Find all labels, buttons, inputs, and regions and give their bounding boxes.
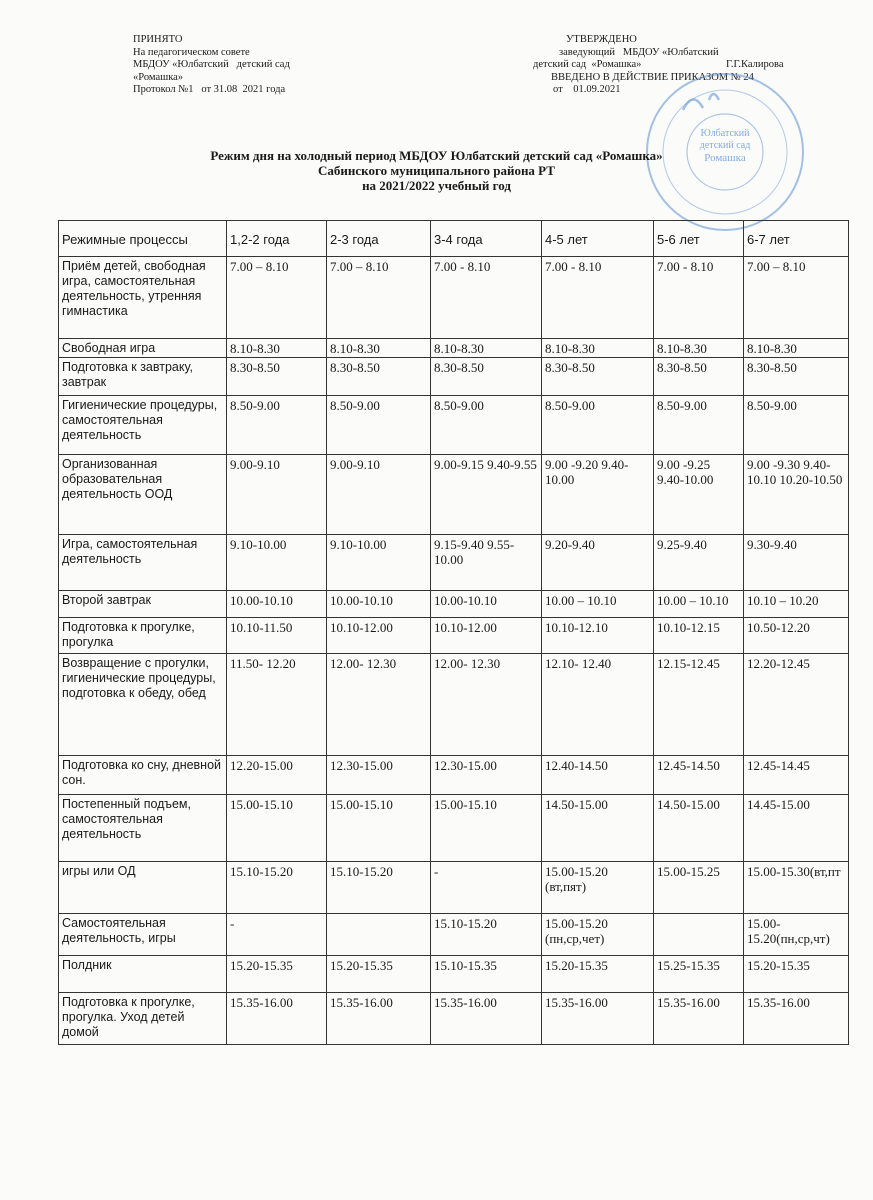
time-cell: 12.20-12.45 xyxy=(744,654,849,756)
time-cell: 8.30-8.50 xyxy=(542,358,654,396)
time-cell: 8.10-8.30 xyxy=(431,339,542,358)
time-cell: 10.10-12.00 xyxy=(327,618,431,654)
time-cell: 9.00-9.15 9.40-9.55 xyxy=(431,455,542,535)
process-cell: Постепенный подъем, самостоятельная деятельность xyxy=(59,795,227,862)
stamp-text-3: Ромашка xyxy=(704,152,746,164)
column-header-age: 6-7 лет xyxy=(744,221,849,257)
signature-name: Г.Г.Калирова xyxy=(726,59,784,71)
title-line-1: Режим дня на холодный период МБДОУ Юлбатский детский сад «Ромашка» xyxy=(210,148,663,163)
time-cell xyxy=(654,914,744,956)
column-header-age: 3-4 года xyxy=(431,221,542,257)
time-cell: 10.10-12.00 xyxy=(431,618,542,654)
time-cell: 12.30-15.00 xyxy=(327,756,431,795)
document-title xyxy=(0,148,873,193)
time-cell: - xyxy=(431,862,542,914)
process-cell: Подготовка ко сну, дневной сон. xyxy=(59,756,227,795)
council-line: На педагогическом совете xyxy=(133,46,250,58)
time-cell: 15.00-15.10 xyxy=(227,795,327,862)
table-row xyxy=(59,339,849,358)
column-header-age: 1,2-2 года xyxy=(227,221,327,257)
time-cell: 10.00-10.10 xyxy=(227,591,327,618)
time-cell: 8.30-8.50 xyxy=(654,358,744,396)
table-row xyxy=(59,396,849,455)
time-cell xyxy=(327,914,431,956)
time-cell: 15.00-15.10 xyxy=(327,795,431,862)
time-cell: 9.00 -9.30 9.40-10.10 10.20-10.50 xyxy=(744,455,849,535)
time-cell: 10.00-10.10 xyxy=(327,591,431,618)
org-name-line: «Ромашка» xyxy=(133,71,184,83)
header-left-approval xyxy=(133,34,290,97)
time-cell: 15.35-16.00 xyxy=(227,993,327,1045)
time-cell: 9.00-9.10 xyxy=(227,455,327,535)
time-cell: 9.10-10.00 xyxy=(227,535,327,591)
time-cell: 10.10-12.10 xyxy=(542,618,654,654)
column-header-age: 4-5 лет xyxy=(542,221,654,257)
time-cell: 11.50- 12.20 xyxy=(227,654,327,756)
time-cell: 8.50-9.00 xyxy=(327,396,431,455)
table-row xyxy=(59,862,849,914)
time-cell: 15.00-15.30(вт,пт xyxy=(744,862,849,914)
time-cell: 15.20-15.35 xyxy=(744,956,849,993)
time-cell: 9.00-9.10 xyxy=(327,455,431,535)
time-cell: 10.10-12.15 xyxy=(654,618,744,654)
time-cell: 15.25-15.35 xyxy=(654,956,744,993)
time-cell: 8.10-8.30 xyxy=(227,339,327,358)
protocol-line: Протокол №1 от 31.08 2021 года xyxy=(133,84,286,96)
process-cell: игры или ОД xyxy=(59,862,227,914)
table-header-row xyxy=(59,221,849,257)
time-cell: 9.00 -9.25 9.40-10.00 xyxy=(654,455,744,535)
time-cell: 8.30-8.50 xyxy=(327,358,431,396)
time-cell: 12.20-15.00 xyxy=(227,756,327,795)
time-cell: 9.10-10.00 xyxy=(327,535,431,591)
time-cell: 8.50-9.00 xyxy=(542,396,654,455)
table-row xyxy=(59,591,849,618)
time-cell: 15.35-16.00 xyxy=(431,993,542,1045)
time-cell: 8.50-9.00 xyxy=(431,396,542,455)
title-line-2: Сабинского муниципального района РТ xyxy=(318,163,555,178)
time-cell: 8.50-9.00 xyxy=(227,396,327,455)
time-cell: 12.45-14.50 xyxy=(654,756,744,795)
table-row xyxy=(59,795,849,862)
process-cell: Игра, самостоятельная деятельность xyxy=(59,535,227,591)
table-row xyxy=(59,993,849,1045)
table-row xyxy=(59,654,849,756)
time-cell: 15.00-15.20 (вт,пят) xyxy=(542,862,654,914)
time-cell: 9.15-9.40 9.55-10.00 xyxy=(431,535,542,591)
table-row xyxy=(59,914,849,956)
time-cell: 12.15-12.45 xyxy=(654,654,744,756)
table-row xyxy=(59,618,849,654)
column-header-age: 2-3 года xyxy=(327,221,431,257)
title-line-3: на 2021/2022 учебный год xyxy=(362,178,511,193)
column-header-process: Режимные процессы xyxy=(59,221,227,257)
time-cell: 10.00 – 10.10 xyxy=(542,591,654,618)
process-cell: Гигиенические процедуры, самостоятельная деятельность xyxy=(59,396,227,455)
head-position-line: заведующий МБДОУ «Юлбатский xyxy=(559,46,719,58)
stamp-text-2: детский сад xyxy=(699,140,751,151)
time-cell: 15.10-15.20 xyxy=(227,862,327,914)
column-header-age: 5-6 лет xyxy=(654,221,744,257)
time-cell: 15.10-15.20 xyxy=(327,862,431,914)
process-cell: Свободная игра xyxy=(59,339,227,358)
table-row xyxy=(59,956,849,993)
process-cell: Подготовка к прогулке, прогулка. Уход детей домой xyxy=(59,993,227,1045)
time-cell: 8.10-8.30 xyxy=(327,339,431,358)
time-cell: 15.35-16.00 xyxy=(327,993,431,1045)
time-cell: 15.00-15.25 xyxy=(654,862,744,914)
time-cell: - xyxy=(227,914,327,956)
time-cell: 8.30-8.50 xyxy=(431,358,542,396)
time-cell: 15.00-15.10 xyxy=(431,795,542,862)
time-cell: 9.00 -9.20 9.40-10.00 xyxy=(542,455,654,535)
time-cell: 15.10-15.20 xyxy=(431,914,542,956)
time-cell: 12.00- 12.30 xyxy=(327,654,431,756)
time-cell: 12.40-14.50 xyxy=(542,756,654,795)
time-cell: 15.20-15.35 xyxy=(327,956,431,993)
time-cell: 15.00-15.20(пн,ср,чт) xyxy=(744,914,849,956)
process-cell: Организованная образовательная деятельность ООД xyxy=(59,455,227,535)
time-cell: 7.00 - 8.10 xyxy=(431,257,542,339)
time-cell: 15.10-15.35 xyxy=(431,956,542,993)
time-cell: 12.30-15.00 xyxy=(431,756,542,795)
time-cell: 15.35-16.00 xyxy=(744,993,849,1045)
process-cell: Возвращение с прогулки, гигиенические процедуры, подготовка к обеду, обед xyxy=(59,654,227,756)
process-cell: Приём детей, свободная игра, самостоятельная деятельность, утренняя гимнастика xyxy=(59,257,227,339)
time-cell: 15.35-16.00 xyxy=(654,993,744,1045)
time-cell: 8.10-8.30 xyxy=(744,339,849,358)
time-cell: 7.00 - 8.10 xyxy=(654,257,744,339)
process-cell: Подготовка к завтраку, завтрак xyxy=(59,358,227,396)
approved-label: ПРИНЯТО xyxy=(133,34,183,45)
process-cell: Самостоятельная деятельность, игры xyxy=(59,914,227,956)
time-cell: 8.10-8.30 xyxy=(654,339,744,358)
schedule-table xyxy=(58,220,849,1045)
time-cell: 7.00 – 8.10 xyxy=(227,257,327,339)
table-row xyxy=(59,535,849,591)
time-cell: 15.20-15.35 xyxy=(227,956,327,993)
table-row xyxy=(59,358,849,396)
time-cell: 15.00-15.20 (пн,ср,чет) xyxy=(542,914,654,956)
time-cell: 8.30-8.50 xyxy=(227,358,327,396)
time-cell: 10.10 – 10.20 xyxy=(744,591,849,618)
time-cell: 12.00- 12.30 xyxy=(431,654,542,756)
time-cell: 15.20-15.35 xyxy=(542,956,654,993)
time-cell: 14.45-15.00 xyxy=(744,795,849,862)
org-line: МБДОУ «Юлбатский детский сад xyxy=(133,59,290,71)
table-row xyxy=(59,257,849,339)
process-cell: Подготовка к прогулке, прогулка xyxy=(59,618,227,654)
time-cell: 7.00 - 8.10 xyxy=(542,257,654,339)
time-cell: 8.50-9.00 xyxy=(654,396,744,455)
time-cell: 9.30-9.40 xyxy=(744,535,849,591)
time-cell: 15.35-16.00 xyxy=(542,993,654,1045)
order-date-line: от 01.09.2021 xyxy=(553,84,621,96)
order-line: ВВЕДЕНО В ДЕЙСТВИЕ ПРИКАЗОМ № 24 xyxy=(551,71,754,83)
time-cell: 7.00 – 8.10 xyxy=(744,257,849,339)
time-cell: 12.45-14.45 xyxy=(744,756,849,795)
time-cell: 10.10-11.50 xyxy=(227,618,327,654)
time-cell: 14.50-15.00 xyxy=(542,795,654,862)
process-cell: Полдник xyxy=(59,956,227,993)
time-cell: 7.00 – 8.10 xyxy=(327,257,431,339)
table-row xyxy=(59,455,849,535)
time-cell: 8.10-8.30 xyxy=(542,339,654,358)
stamp-text-1: Юлбатский xyxy=(700,128,750,139)
time-cell: 8.30-8.50 xyxy=(744,358,849,396)
approved-by-label: УТВЕРЖДЕНО xyxy=(566,34,637,45)
time-cell: 10.50-12.20 xyxy=(744,618,849,654)
process-cell: Второй завтрак xyxy=(59,591,227,618)
time-cell: 10.00-10.10 xyxy=(431,591,542,618)
table-row xyxy=(59,756,849,795)
time-cell: 10.00 – 10.10 xyxy=(654,591,744,618)
time-cell: 9.25-9.40 xyxy=(654,535,744,591)
time-cell: 8.50-9.00 xyxy=(744,396,849,455)
time-cell: 12.10- 12.40 xyxy=(542,654,654,756)
kindergarten-text: детский сад «Ромашка» xyxy=(533,59,642,71)
time-cell: 9.20-9.40 xyxy=(542,535,654,591)
time-cell: 14.50-15.00 xyxy=(654,795,744,862)
